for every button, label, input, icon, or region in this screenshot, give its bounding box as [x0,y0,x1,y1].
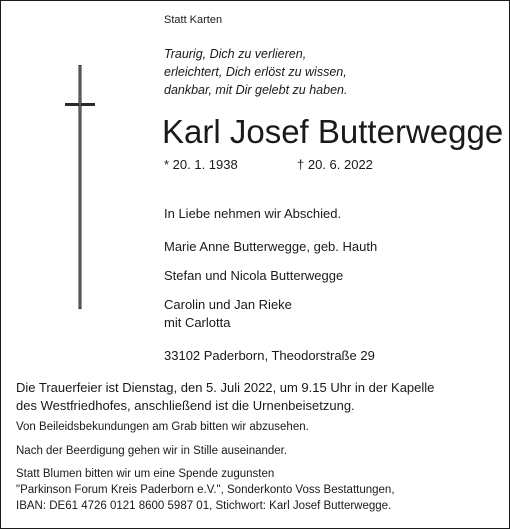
ceremony-line: des Westfriedhofes, anschließend ist die Urnenbeisetzung. [16,398,355,413]
ceremony-info [16,379,434,415]
mourning-line: In Liebe nehmen wir Abschied. [164,206,342,221]
donation-line: IBAN: DE61 4726 0121 8600 5987 01, Stichwort: Karl Josef Butterwegge. [16,500,392,512]
poem-line: erleichtert, Dich erlöst zu wissen, [164,65,347,79]
cross-icon [65,65,95,309]
death-date: † 20. 6. 2022 [297,157,373,172]
family-member [164,296,292,332]
donation-line: Statt Blumen bitten wir um eine Spende zugunsten [16,468,275,480]
family-member-line: Carolin und Jan Rieke [164,297,292,312]
deceased-name: Karl Josef Butterwegge [162,113,504,150]
family-member: Marie Anne Butterwegge, geb. Hauth [164,239,378,254]
birth-date: * 20. 1. 1938 [164,157,238,172]
donation-line: "Parkinson Forum Kreis Paderborn e.V.", Sonderkonto Voss Bestattungen, [16,484,395,496]
family-member-line: mit Carlotta [164,315,231,330]
ceremony-line: Die Trauerfeier ist Dienstag, den 5. Juli 2022, um 9.15 Uhr in der Kapelle [16,380,435,395]
quiet-note: Nach der Beerdigung gehen wir in Stille auseinander. [16,445,288,457]
condolence-note: Von Beileidsbekundungen am Grab bitten wir abzusehen. [16,421,309,433]
family-member: Stefan und Nicola Butterwegge [164,268,344,283]
poem-line: dankbar, mit Dir gelebt zu haben. [164,83,348,97]
donation-info [16,466,395,514]
poem [164,45,347,99]
intro-text: Statt Karten [164,14,223,26]
address: 33102 Paderborn, Theodorstraße 29 [164,348,375,363]
poem-line: Traurig, Dich zu verlieren, [164,47,307,61]
